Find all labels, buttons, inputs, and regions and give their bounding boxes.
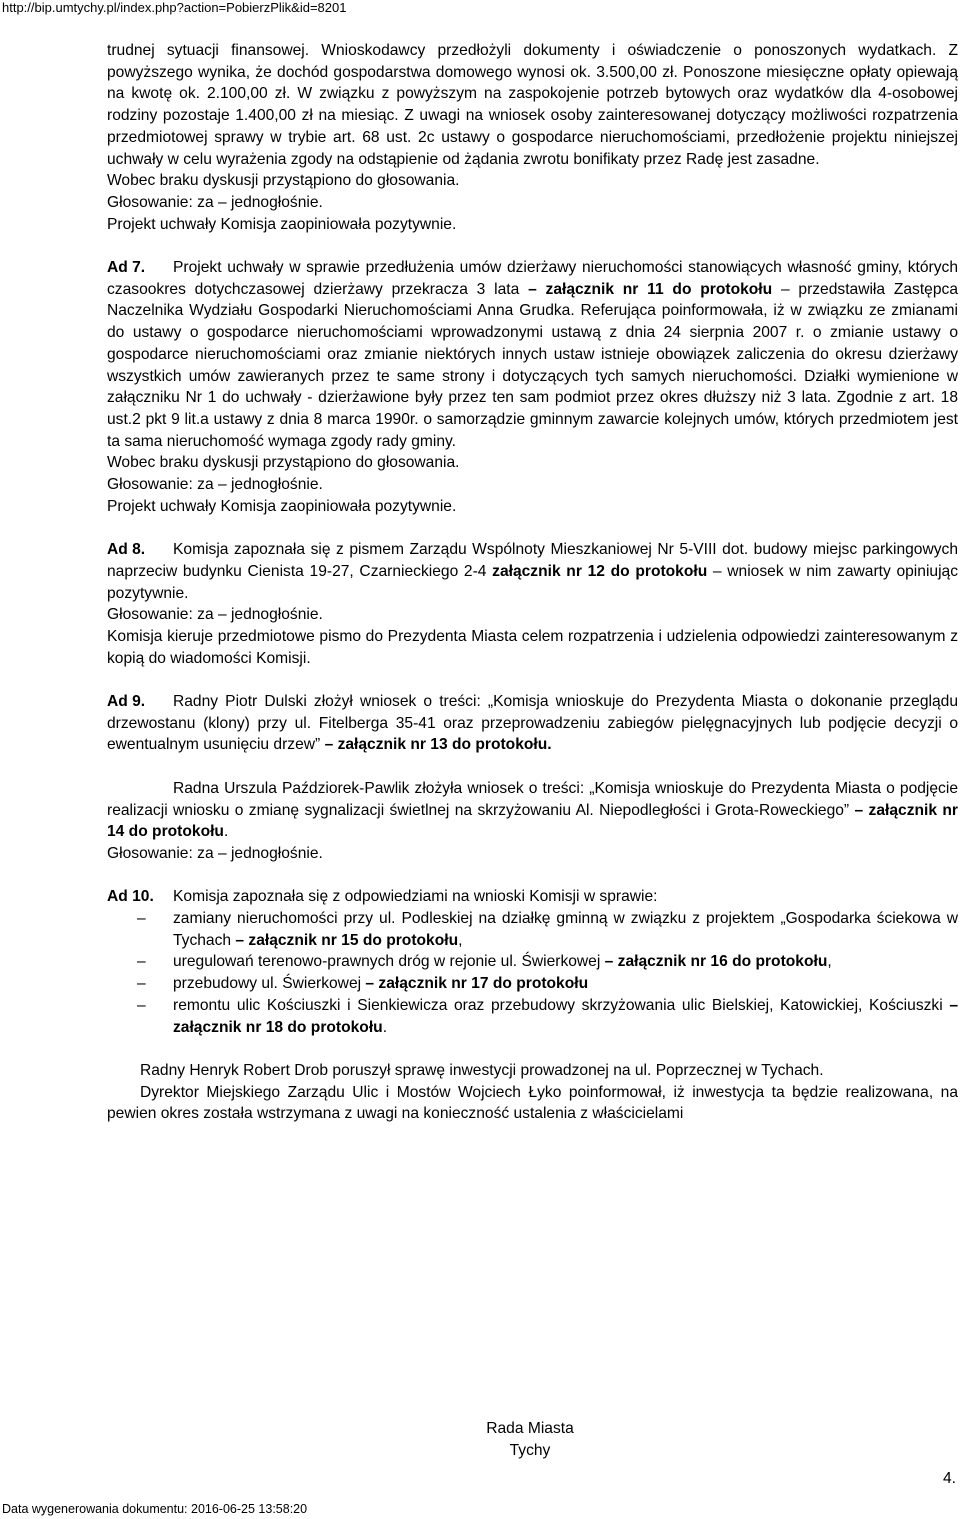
ad8-text-b: – wniosek w nim zawarty opiniując pozytywnie.	[107, 562, 959, 602]
opinion-line: Projekt uchwały Komisja zaopiniowała pozytywnie.	[107, 215, 457, 233]
document-body	[107, 40, 958, 1125]
ad8-label: Ad 8.	[107, 541, 146, 559]
source-url: http://bip.umtychy.pl/index.php?action=PobierzPlik&id=8201	[2, 0, 347, 15]
ad9-second-motion: Radna Urszula Paździorek-Pawlik złożyła wniosek o treści: „Komisja wnioskuje do Prezydenta Miasta o podjęcie realizacji wniosku o zmianę sygnalizacji świetlnej na skrzyżowaniu Al. Niepodległości i Grota-Roweckiego” – załącznik nr 14 do protokołu.	[107, 779, 958, 841]
list-item: – przebudowy ul. Świerkowej – załącznik nr 17 do protokołu	[107, 973, 958, 995]
ad7-opinion: Projekt uchwały Komisja zaopiniowała pozytywnie.	[107, 497, 457, 515]
dash-bullet-icon: –	[137, 975, 146, 993]
ad9-attachment-2: – załącznik nr 14 do protokołu	[107, 801, 958, 841]
section-ad8	[107, 539, 958, 604]
ad7-attachment: – załącznik nr 11 do protokołu	[528, 280, 773, 298]
paragraph-lyko: Dyrektor Miejskiego Zarządu Ulic i Mostów Wojciech Łyko poinformował, iż inwestycja ta będzie realizowana, na pewien okres została wstrzymana z uwagi na konieczność ustalenia z właścicielami	[107, 1083, 958, 1123]
section-ad7	[107, 257, 958, 452]
ad8-vote: Głosowanie: za – jednogłośnie.	[107, 606, 323, 624]
ad8-text-a: Komisja zapoznała się z pismem Zarządu Wspólnoty Mieszkaniowej Nr 5-VIII dot. budowy miejsc parkingowych naprzeciw budynku Cienista 19-27, Czarnieckiego 2-4	[107, 541, 958, 580]
ad10-label: Ad 10.	[107, 888, 154, 906]
ad8-attachment: załącznik nr 12 do protokołu	[492, 562, 708, 580]
dash-bullet-icon: –	[137, 910, 146, 928]
list-item: – uregulowań terenowo-prawnych dróg w rejonie ul. Świerkowej – załącznik nr 16 do protokołu,	[107, 951, 958, 973]
list-item: – remontu ulic Kościuszki i Sienkiewicza oraz przebudowy skrzyżowania ulic Bielskiej, Katowickiej, Kościuszki – załącznik nr 18 do protokołu.	[137, 996, 958, 1036]
paragraph-intro: trudnej sytuacji finansowej. Wnioskodawcy przedłożyli dokumenty i oświadczenie o ponoszonych wydatkach. Z powyższego wynika, że dochód gospodarstwa domowego wynosi ok. 3.500,00 zł. Ponoszone miesięczne opłaty opiewają na kwotę ok. 2.100,00 zł. W związku z powyższym na zaspokojenie potrzeb bytowych oraz wydatków dla 4-osobowej rodziny pozostaje 1.400,00 zł na miesiąc. Z uwagi na wniosek osoby zainteresowanej dotyczący możliwości rozpatrzenia przedmiotowej sprawy w trybie art. 68 ust. 2c ustawy o gospodarce nieruchomościami, przedłożenie projektu niniejszej uchwały w celu wyrażenia zgody na odstąpienie od żądania zwrotu bonifikaty przez Radę jest zasadne.	[107, 42, 958, 168]
ad7-text-b: – przedstawiła Zastępca Naczelnika Wydziału Gospodarki Nieruchomościami Anna Grudka. Referująca poinformowała, iż w związku ze zmianami do ustawy o gospodarce nieruchomościami wprowadzonymi ustawą z dnia 24 sierpnia 2007 r. o zmianie ustawy o gospodarce nieruchomościami oraz zmianie niektórych innych ustaw istnieje obowiązek zaliczenia do okresu dzierżawy wszystkich umów zawieranych przez te same strony i dotyczących tych samych nieruchomości. Działki wymienione w załączniku Nr 1 do uchwały - dzierżawione były przez ten sam podmiot przez okres dłuższy niż 3 lata. Zgodnie z art. 18 ust.2 pkt 9 lit.a ustawy z dnia 8 marca 1990r. o samorządzie gminnym zawarcie kolejnych umów, których przedmiotem jest ta sama nieruchomość wymaga zgody rady gminy.	[107, 280, 958, 450]
ad7-label: Ad 7.	[107, 259, 146, 277]
dash-bullet-icon: –	[137, 996, 146, 1014]
dash-bullet-icon: –	[137, 953, 146, 971]
ad9-text-a: Radny Piotr Dulski złożył wniosek o treści: „Komisja wnioskuje do Prezydenta Miasta o dokonanie przeglądu drzewostanu (klony) przy ul. Fitelberga 35-41 oraz przeprowadzeniu zabiegów pielęgnacyjnych lub podjęcie decyzji o ewentualnym usunięciu drzew”	[107, 693, 958, 754]
footer-org-line2: Tychy	[509, 1442, 551, 1459]
list-item: – zamiany nieruchomości przy ul. Podleskiej na działkę gminną w związku z projektem „Gospodarka ściekowa w Tychach – załącznik nr 15 do protokołu,	[137, 910, 958, 949]
vote-line: Głosowanie: za – jednogłośnie.	[107, 193, 323, 211]
ad9-vote: Głosowanie: za – jednogłośnie.	[107, 844, 323, 862]
ad10-list	[107, 908, 958, 1038]
discussion-line: Wobec braku dyskusji przystąpiono do głosowania.	[107, 172, 460, 190]
ad9-text2-a: Radna Urszula Paździorek-Pawlik złożyła wniosek o treści: „Komisja wnioskuje do Prezydenta Miasta o podjęcie realizacji wniosku o zmianę sygnalizacji świetlnej na skrzyżowaniu Al. Niepodległości i Grota-Roweckiego”	[107, 779, 958, 819]
ad7-text-a: Projekt uchwały w sprawie przedłużenia umów dzierżawy nieruchomości stanowiących własność gminy, których czasookres dotychczasowej dzierżawy przekracza 3 lata	[107, 259, 958, 298]
ad7-vote: Głosowanie: za – jednogłośnie.	[107, 476, 323, 494]
paragraph-drob: Radny Henryk Robert Drob poruszył sprawę inwestycji prowadzonej na ul. Poprzecznej w Tychach.	[140, 1061, 824, 1079]
footer-org-line1: Rada Miasta	[486, 1420, 574, 1437]
ad9-label: Ad 9.	[107, 693, 146, 711]
section-ad10	[107, 886, 958, 908]
ad10-intro: Komisja zapoznała się z odpowiedziami na wnioski Komisji w sprawie:	[173, 888, 658, 906]
generated-date: Data wygenerowania dokumentu: 2016-06-25 13:58:20	[2, 1502, 308, 1516]
ad7-discussion: Wobec braku dyskusji przystąpiono do głosowania.	[107, 454, 460, 472]
ad8-text2: Komisja kieruje przedmiotowe pismo do Prezydenta Miasta celem rozpatrzenia i udzielenia odpowiedzi zainteresowanym z kopią do wiadomości Komisji.	[107, 627, 958, 667]
section-ad9	[107, 691, 958, 756]
page-number: 4.	[942, 1470, 956, 1487]
ad9-attachment: – załącznik nr 13 do protokołu.	[324, 736, 552, 754]
